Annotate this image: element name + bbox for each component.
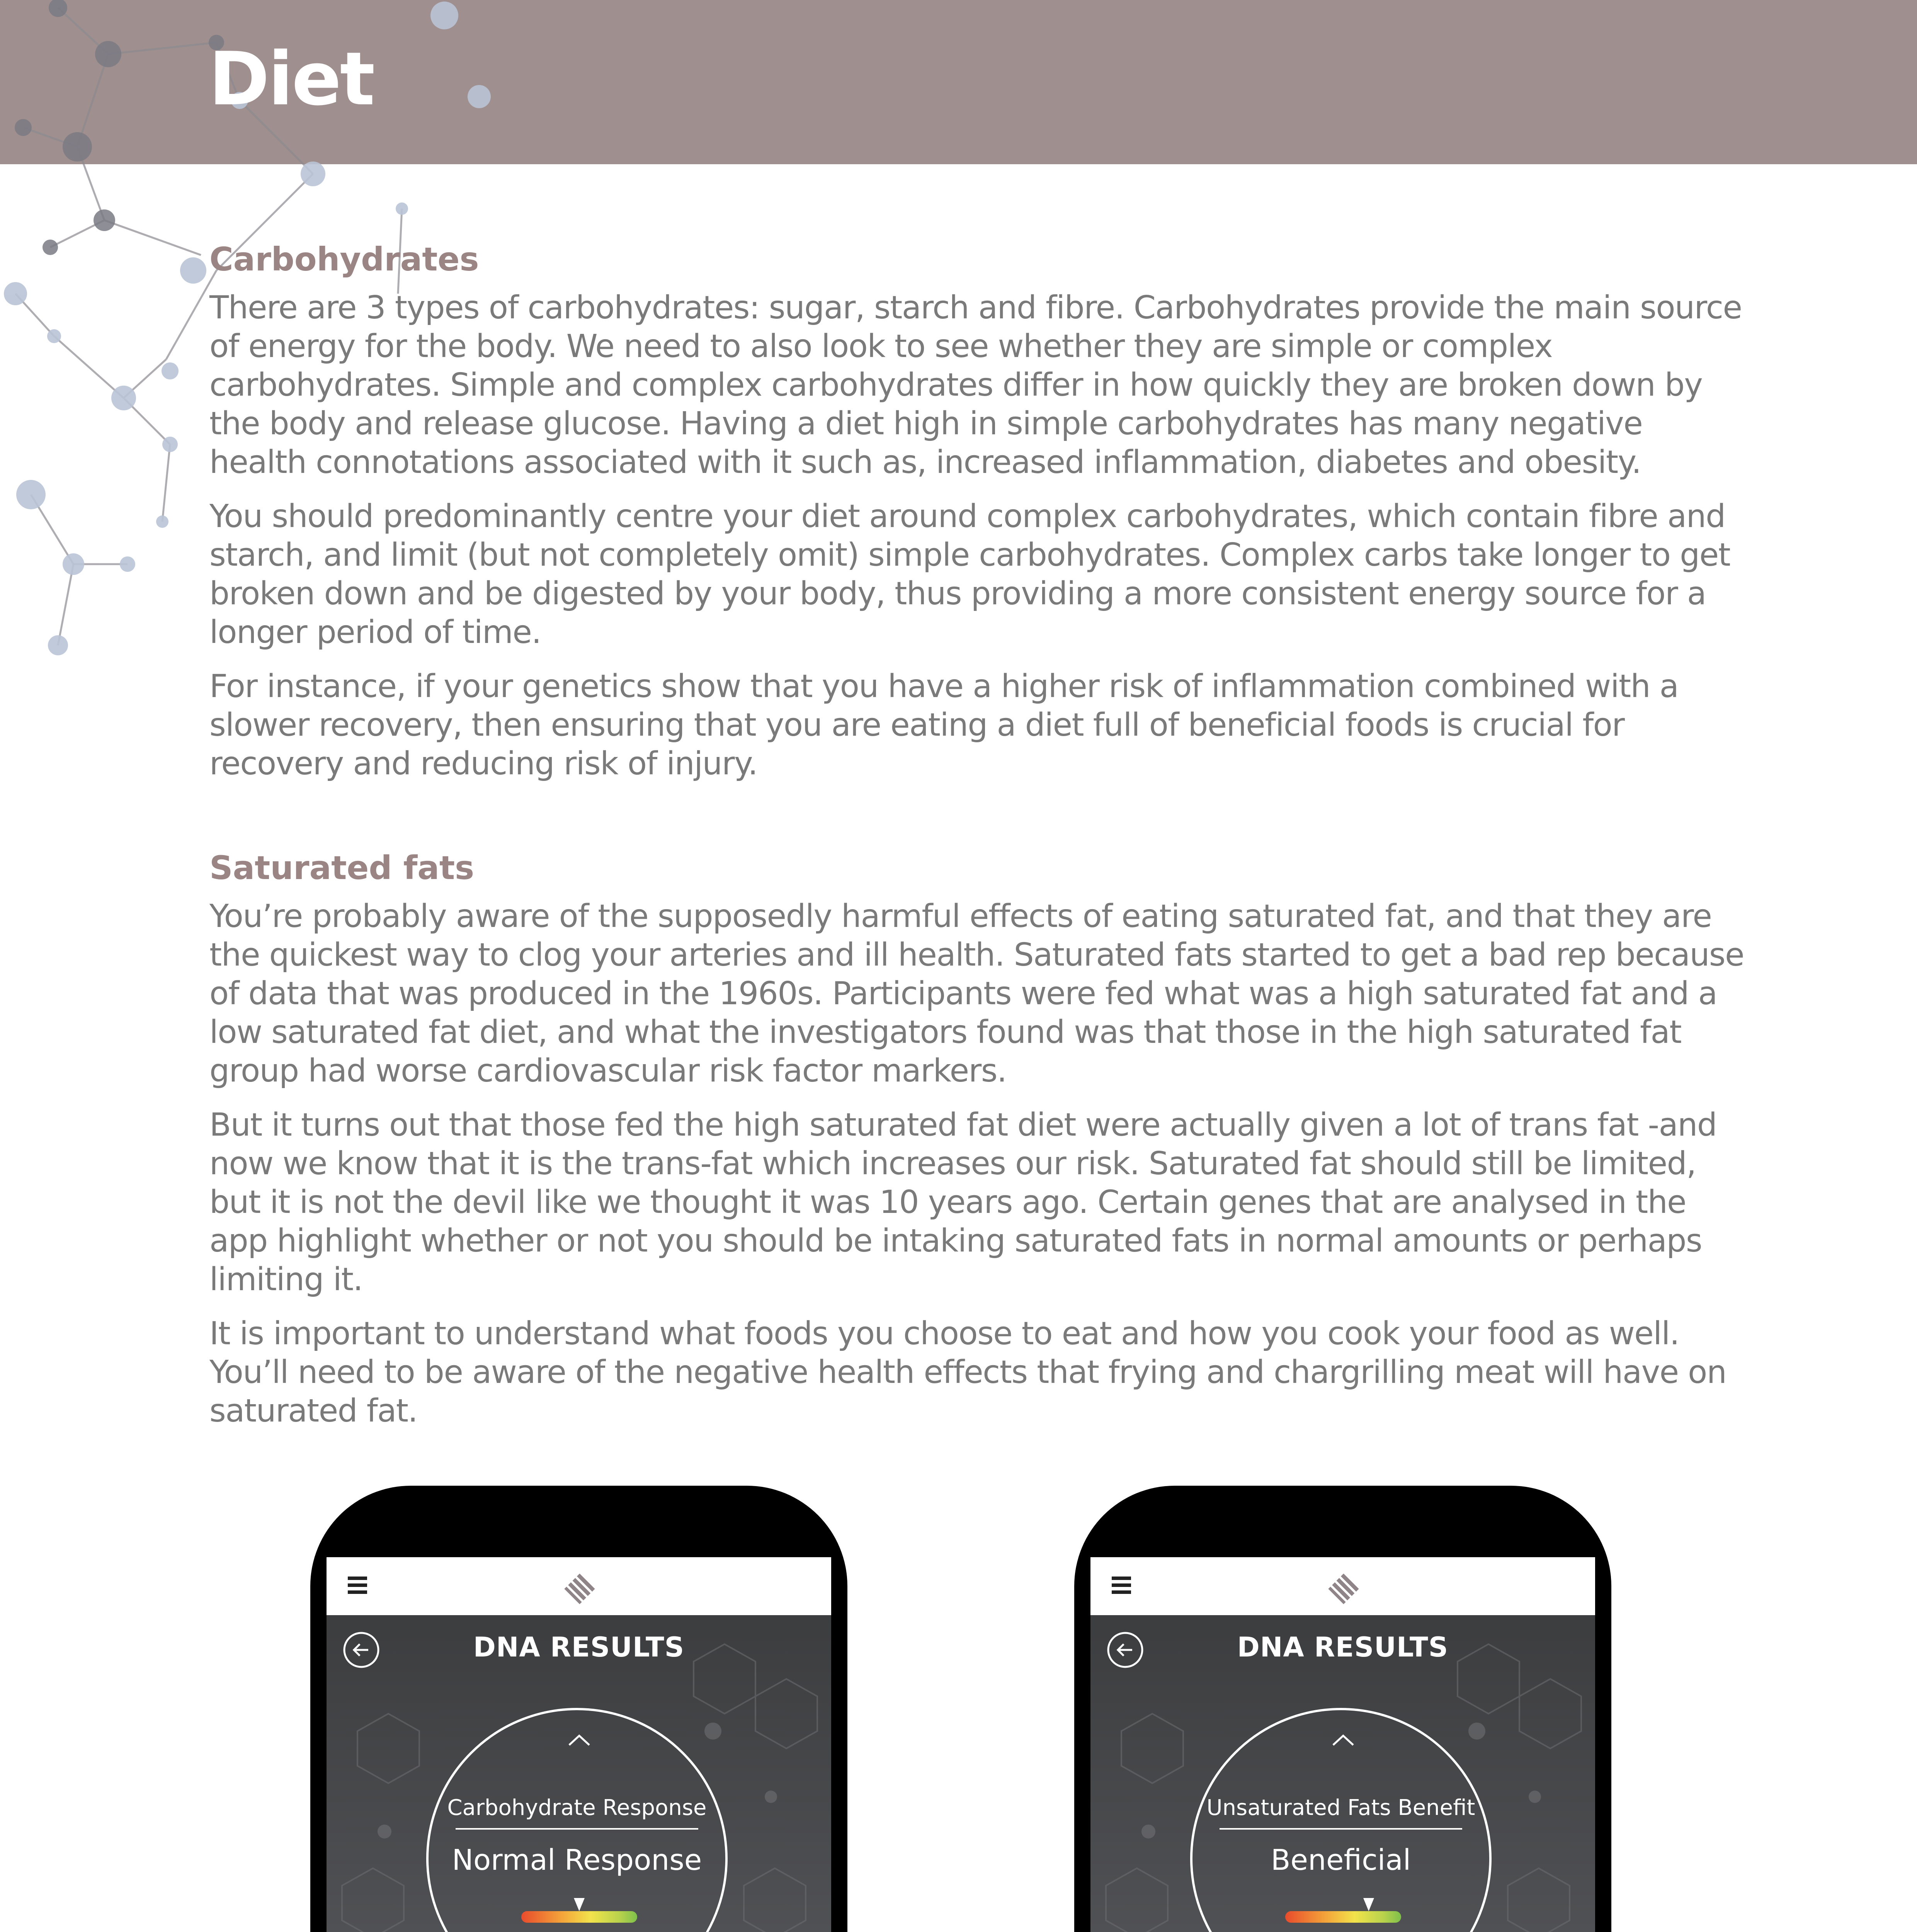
hero-title: DNA RESULTS bbox=[473, 1631, 685, 1663]
gauge-marker bbox=[574, 1898, 585, 1911]
paragraph: You’re probably aware of the supposedly harmful effects of eating saturated fat, and that they are the quickest way to clog your arteries and ill health. Saturated fats started to get a bad rep because of data that was produced in the 1960s. Participants were fed what was a high saturated fat and a low saturated fat diet, and what the investigators found was that those in the high saturated fat group had worse cardiovascular risk factor markers. bbox=[209, 898, 1744, 1090]
result-label: Carbohydrate Response bbox=[447, 1795, 707, 1820]
brand-logo-icon bbox=[560, 1570, 599, 1608]
phone-mockup-unsaturated-fats bbox=[1074, 1486, 1611, 1932]
page-title: Diet bbox=[209, 36, 374, 122]
phone-screen bbox=[327, 1557, 831, 1932]
paragraph: It is important to understand what foods you choose to eat and how you cook your food as well. You’ll need to be aware of the negative health effects that frying and chargrilling meat will have on saturated fat. bbox=[209, 1315, 1726, 1430]
section-saturated-fats bbox=[209, 850, 1747, 1446]
chevron-up-icon[interactable] bbox=[568, 1733, 591, 1747]
hero-title: DNA RESULTS bbox=[1237, 1631, 1449, 1663]
result-gauge bbox=[1285, 1911, 1401, 1923]
result-value: Beneficial bbox=[1271, 1844, 1411, 1877]
menu-icon[interactable] bbox=[348, 1577, 367, 1594]
chevron-up-icon[interactable] bbox=[1332, 1733, 1355, 1747]
brand-logo-icon bbox=[1324, 1570, 1363, 1608]
section-heading: Saturated fats bbox=[209, 849, 475, 887]
menu-icon[interactable] bbox=[1112, 1577, 1131, 1594]
paragraph: But it turns out that those fed the high saturated fat diet were actually given a lot of trans fat -and now we know that it is the trans-fat which increases our risk. Saturated fat should still be limited, but it is not the devil like we thought it was 10 years ago. Certain genes that are analysed in the app highlight whether or not you should be intaking saturated fats in normal amounts or perhaps limiting it. bbox=[209, 1107, 1717, 1298]
result-value: Normal Response bbox=[452, 1844, 702, 1877]
results-hero bbox=[1090, 1615, 1595, 1932]
phone-screen bbox=[1090, 1557, 1595, 1932]
app-topbar bbox=[1090, 1557, 1595, 1615]
paragraph: You should predominantly centre your diet around complex carbohydrates, which contain fibre and starch, and limit (but not completely omit) simple carbohydrates. Complex carbs take longer to get broken down and be digested by your body, thus providing a more consistent energy source for a longer period of time. bbox=[209, 498, 1730, 651]
divider bbox=[456, 1828, 698, 1830]
paragraph: For instance, if your genetics show that you have a higher risk of inflammation combined with a slower recovery, then ensuring that you are eating a diet full of beneficial foods is crucial for recovery and reducing risk of injury. bbox=[209, 668, 1679, 782]
section-carbohydrates bbox=[209, 242, 1747, 799]
result-gauge bbox=[521, 1911, 637, 1923]
divider bbox=[1220, 1828, 1462, 1830]
gauge-marker bbox=[1363, 1898, 1374, 1911]
app-topbar bbox=[327, 1557, 831, 1615]
phone-mockup-diet-overview bbox=[310, 1486, 847, 1932]
result-label: Unsaturated Fats Benefit bbox=[1206, 1795, 1475, 1820]
paragraph: There are 3 types of carbohydrates: sugar, starch and fibre. Carbohydrates provide the main source of energy for the body. We need to also look to see whether they are simple or complex carbohydrates. Simple and complex carbohydrates differ in how quickly they are broken down by the body and release glucose. Having a diet high in simple carbohydrates has many negative health connotations associated with it such as, increased inflammation, diabetes and obesity. bbox=[209, 289, 1742, 481]
section-heading: Carbohydrates bbox=[209, 240, 479, 278]
results-hero bbox=[327, 1615, 831, 1932]
